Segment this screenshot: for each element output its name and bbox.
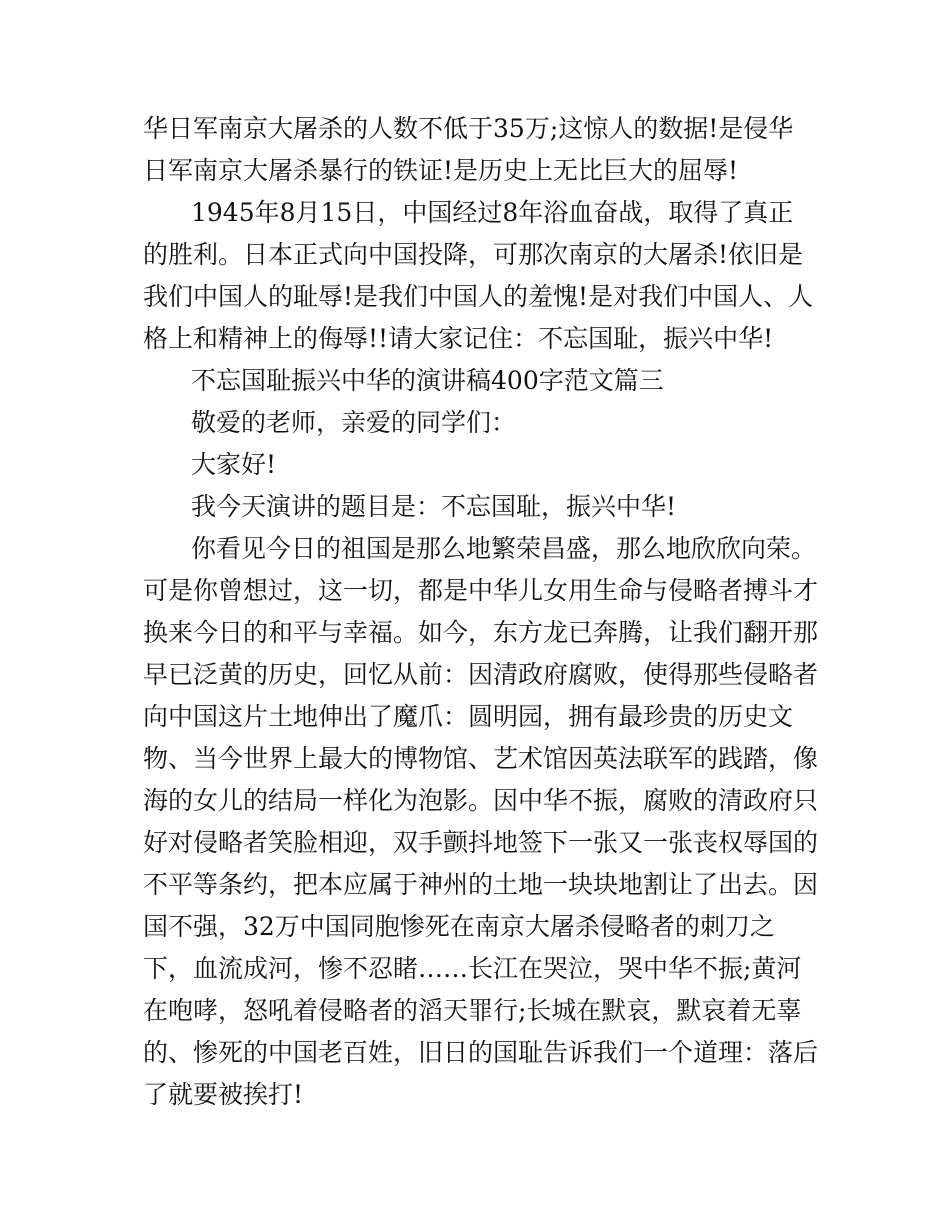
- text-line: 下，血流成河，惨不忍睹……长江在哭泣，哭中华不振;黄河: [143, 954, 802, 983]
- text-line: 在咆哮，怒吼着侵略者的滔天罪行;长城在默哀，默哀着无辜: [143, 996, 802, 1025]
- text-line: 早已泛黄的历史，回忆从前：因清政府腐败，使得那些侵略者: [143, 660, 819, 689]
- text-line: 日军南京大屠杀暴行的铁证!是历史上无比巨大的屈辱!: [143, 156, 739, 185]
- text-line: 海的女儿的结局一样化为泡影。因中华不振，腐败的清政府只: [143, 786, 819, 815]
- text-line: 不平等条约，把本应属于神州的土地一块块地割让了出去。因: [143, 870, 819, 899]
- paragraph-start-line: 你看见今日的祖国是那么地繁荣昌盛，那么地欣欣向荣。: [191, 534, 817, 563]
- text-line: 国不强，32万中国同胞惨死在南京大屠杀侵略者的刺刀之: [143, 912, 775, 941]
- paragraph-start-line: 1945年8月15日，中国经过8年浴血奋战，取得了真正: [191, 198, 794, 227]
- greeting: 大家好!: [191, 450, 277, 479]
- text-line: 可是你曾想过，这一切，都是中华儿女用生命与侵略者搏斗才: [143, 576, 819, 605]
- section-heading: 不忘国耻振兴中华的演讲稿400字范文篇三: [191, 366, 664, 395]
- text-line: 好对侵略者笑脸相迎，双手颤抖地签下一张又一张丧权辱国的: [143, 828, 819, 857]
- speech-topic: 我今天演讲的题目是：不忘国耻，振兴中华!: [191, 492, 677, 521]
- document-body: [143, 108, 819, 1116]
- text-line: 我们中国人的耻辱!是我们中国人的羞愧!是对我们中国人、人: [143, 282, 814, 311]
- text-line: 了就要被挨打!: [143, 1080, 304, 1109]
- text-line: 的、惨死的中国老百姓，旧日的国耻告诉我们一个道理：落后: [143, 1038, 819, 1067]
- text-line: 的胜利。日本正式向中国投降，可那次南京的大屠杀!依旧是: [143, 240, 804, 269]
- text-line: 换来今日的和平与幸福。如今，东方龙已奔腾，让我们翻开那: [143, 618, 819, 647]
- text-line: 格上和精神上的侮辱!!请大家记住：不忘国耻，振兴中华!: [143, 324, 774, 353]
- text-line: 华日军南京大屠杀的人数不低于35万;这惊人的数据!是侵华: [143, 114, 794, 143]
- salutation: 敬爱的老师，亲爱的同学们：: [191, 408, 517, 437]
- text-line: 向中国这片土地伸出了魔爪：圆明园，拥有最珍贵的历史文: [143, 702, 794, 731]
- text-line: 物、当今世界上最大的博物馆、艺术馆因英法联军的践踏，像: [143, 744, 819, 773]
